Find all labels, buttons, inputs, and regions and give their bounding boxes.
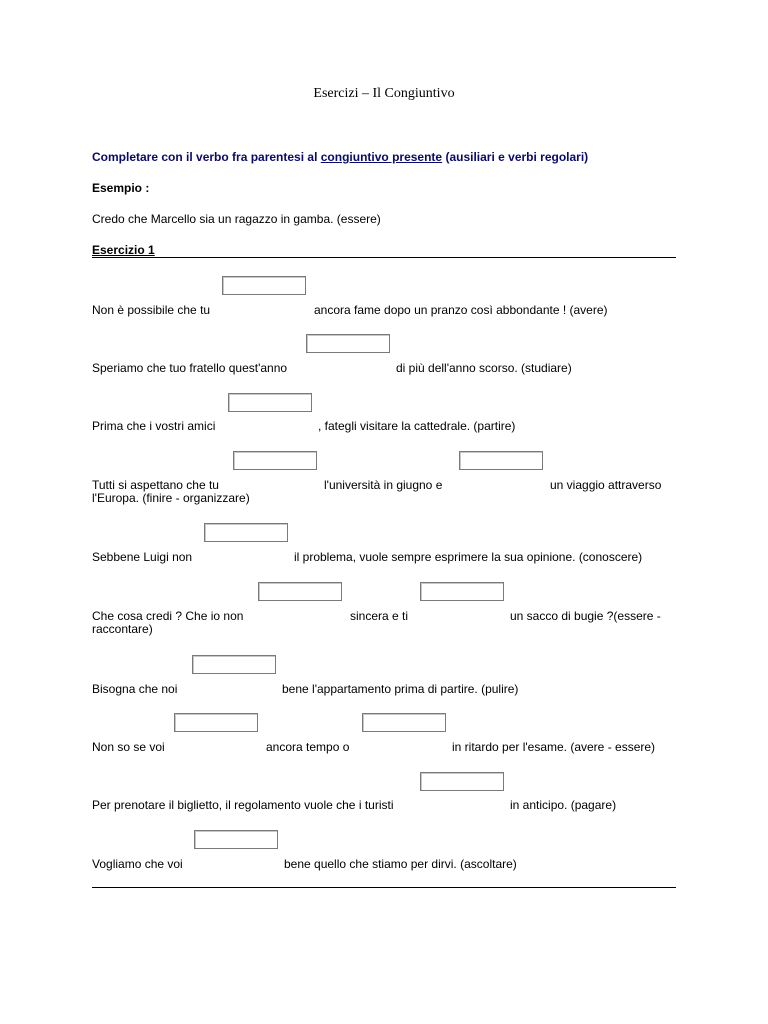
sentence-4-part-2: l'università in giugno e	[324, 478, 443, 492]
sentence-6-line-2: raccontare)	[92, 622, 153, 636]
instruction-text-after: (ausiliari e verbi regolari)	[442, 150, 589, 164]
sentence-7-part-2: bene l'appartamento prima di partire. (pulire)	[282, 682, 519, 696]
sentence-1-part-1: Non è possibile che tu	[92, 303, 211, 317]
sentence-4-line-2: l'Europa. (finire - organizzare)	[92, 491, 250, 505]
sentence-4-part-1: Tutti si aspettano che tu	[92, 478, 219, 492]
answer-input-2[interactable]	[306, 334, 390, 353]
example-sentence: Credo che Marcello sia un ragazzo in gamba. (essere)	[92, 212, 381, 226]
answer-input-9[interactable]	[420, 772, 504, 791]
sentence-6-part-3: un sacco di bugie ?(essere -	[510, 609, 661, 623]
answer-input-6b[interactable]	[420, 582, 504, 601]
answer-input-1[interactable]	[222, 276, 306, 295]
answer-input-4a[interactable]	[233, 451, 317, 470]
sentence-10-part-1: Vogliamo che voi	[92, 857, 183, 871]
sentence-3-part-2: , fategli visitare la cattedrale. (partire)	[318, 419, 516, 433]
exercise-title: Esercizio 1	[92, 243, 155, 257]
answer-input-5[interactable]	[204, 523, 288, 542]
sentence-8-part-1: Non so se voi	[92, 740, 165, 754]
exercise-heading	[92, 243, 676, 258]
sentence-5-part-2: il problema, vuole sempre esprimere la sua opinione. (conoscere)	[294, 550, 643, 564]
sentence-10-part-2: bene quello che stiamo per dirvi. (ascoltare)	[284, 857, 517, 871]
answer-input-8a[interactable]	[174, 713, 258, 732]
answer-input-8b[interactable]	[362, 713, 446, 732]
answer-input-4b[interactable]	[459, 451, 543, 470]
sentence-6-part-2: sincera e ti	[350, 609, 409, 623]
answer-input-10[interactable]	[194, 830, 278, 849]
answer-input-6a[interactable]	[258, 582, 342, 601]
sentence-2-part-2: di più dell'anno scorso. (studiare)	[396, 361, 572, 375]
sentence-9-part-1: Per prenotare il biglietto, il regolamento vuole che i turisti	[92, 798, 394, 812]
sentence-3-part-1: Prima che i vostri amici	[92, 419, 216, 433]
sentence-4-part-3: un viaggio attraverso	[550, 478, 662, 492]
answer-input-3[interactable]	[228, 393, 312, 412]
section-divider	[92, 887, 676, 888]
sentence-5-part-1: Sebbene Luigi non	[92, 550, 193, 564]
instruction	[92, 150, 692, 164]
instruction-text-before: Completare con il verbo fra parentesi al	[92, 150, 321, 164]
congiuntivo-presente-link[interactable]: congiuntivo presente	[320, 150, 443, 164]
sentence-9-part-2: in anticipo. (pagare)	[510, 798, 617, 812]
answer-input-7[interactable]	[192, 655, 276, 674]
page-title: Esercizi – Il Congiuntivo	[313, 86, 455, 101]
sentence-8-part-2: ancora tempo o	[266, 740, 350, 754]
sentence-2-part-1: Speriamo che tuo fratello quest'anno	[92, 361, 288, 375]
sentence-7-part-1: Bisogna che noi	[92, 682, 178, 696]
example-label: Esempio :	[92, 181, 150, 195]
sentence-1-part-2: ancora fame dopo un pranzo così abbondante ! (avere)	[314, 303, 608, 317]
sentence-8-part-3: in ritardo per l'esame. (avere - essere)	[452, 740, 656, 754]
sentence-6-part-1: Che cosa credi ? Che io non	[92, 609, 244, 623]
